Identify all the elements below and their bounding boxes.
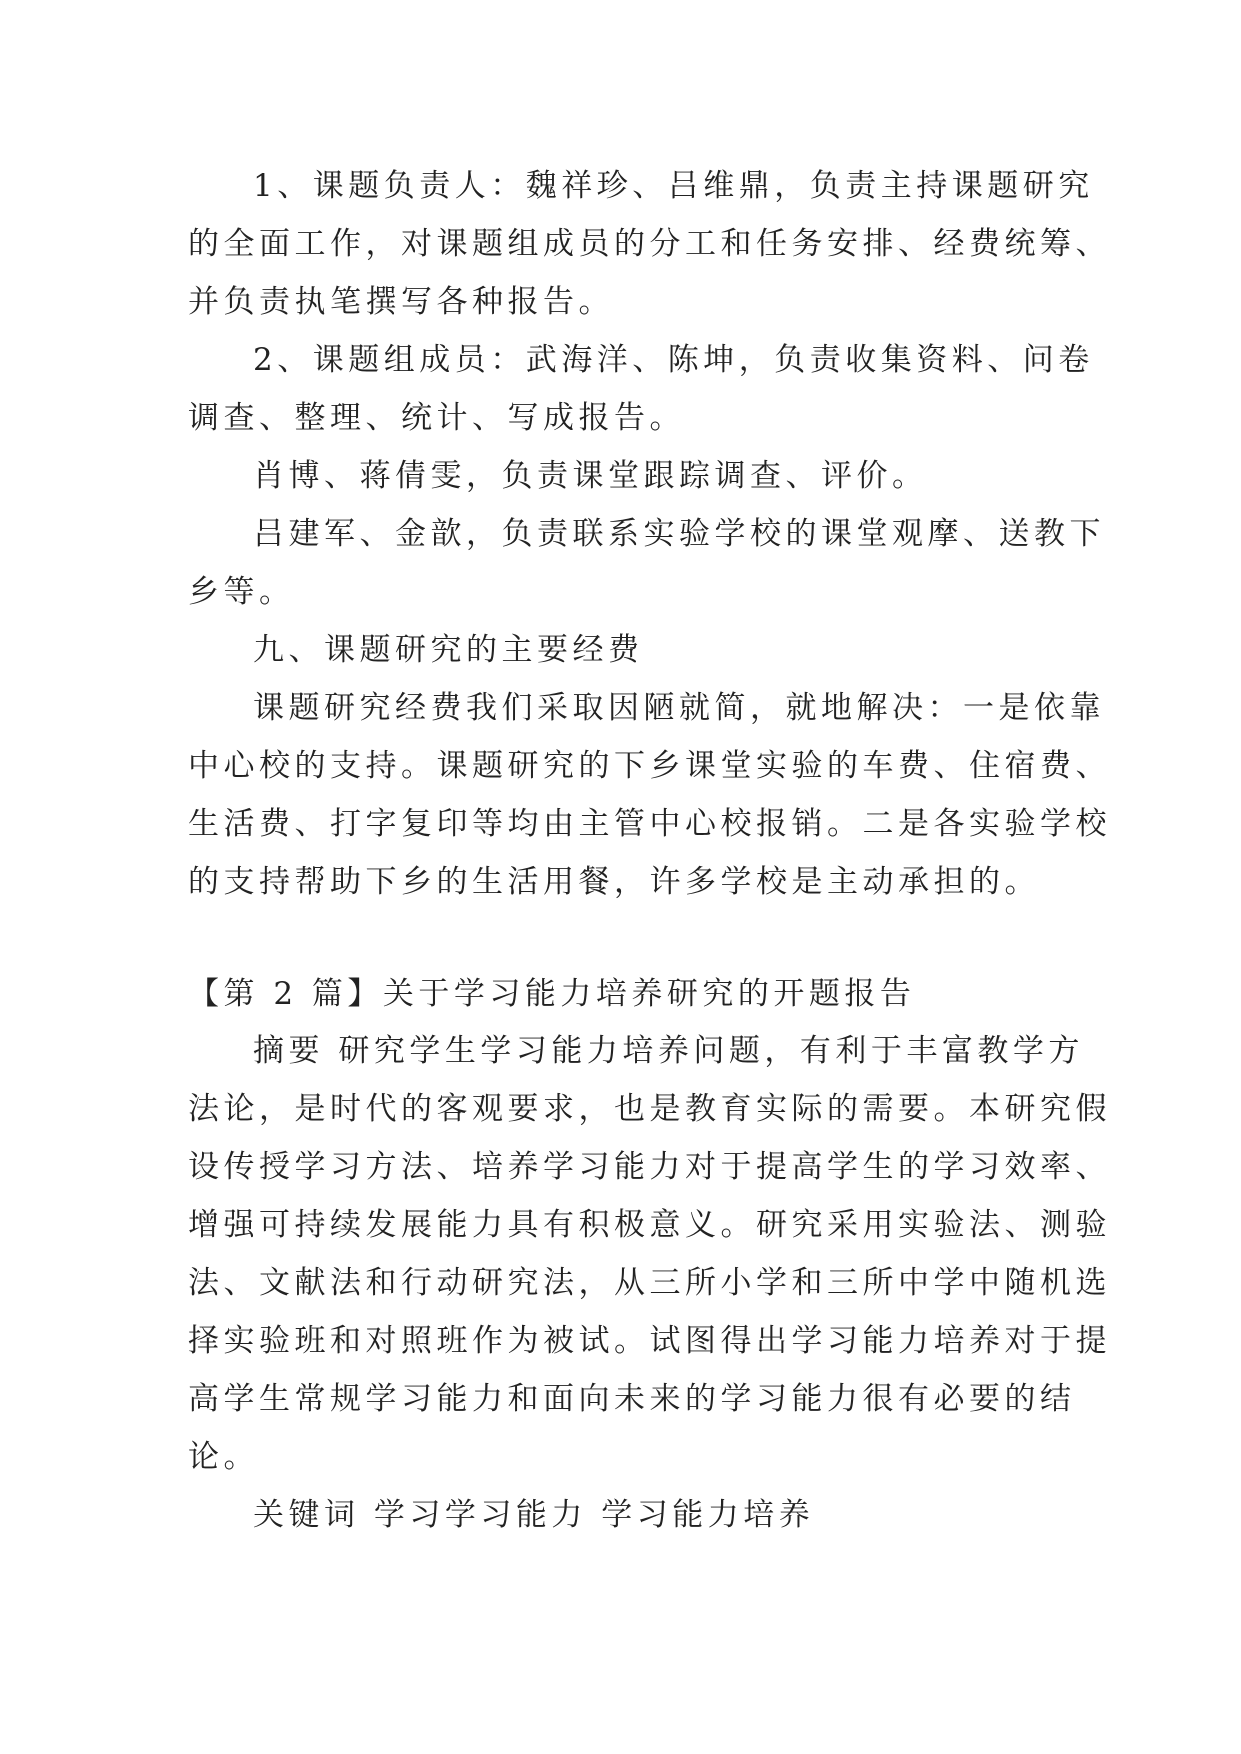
abstract-line: 择实验班和对照班作为被试。试图得出学习能力培养对于提 [188,1323,1111,1359]
abstract-line: 高学生常规学习能力和面向未来的学习能力很有必要的结 [188,1381,1076,1417]
article-title: 【第 2 篇】关于学习能力培养研究的开题报告 [188,976,916,1012]
text-line: 吕建军、金歆，负责联系实验学校的课堂观摩、送教下 [253,516,1105,552]
text-line: 的全面工作，对课题组成员的分工和任务安排、经费统筹、 [188,226,1111,262]
abstract-line: 论。 [188,1439,259,1475]
abstract-line: 法、文献法和行动研究法，从三所小学和三所中学中随机选 [188,1265,1111,1301]
section-heading: 九、课题研究的主要经费 [253,632,644,668]
text-line: 乡等。 [188,574,295,610]
text-line: 的支持帮助下乡的生活用餐，许多学校是主动承担的。 [188,864,1040,900]
text-line: 调查、整理、统计、写成报告。 [188,400,685,436]
abstract-line: 设传授学习方法、培养学习能力对于提高学生的学习效率、 [188,1149,1111,1185]
abstract-line: 法论，是时代的客观要求，也是教育实际的需要。本研究假 [188,1091,1111,1127]
text-line: 并负责执笔撰写各种报告。 [188,284,614,320]
text-line: 1、课题负责人：魏祥珍、吕维鼎，负责主持课题研究 [253,168,1094,204]
text-line: 课题研究经费我们采取因陋就简，就地解决：一是依靠 [253,690,1105,726]
text-line: 生活费、打字复印等均由主管中心校报销。二是各实验学校 [188,806,1111,842]
abstract-line: 增强可持续发展能力具有积极意义。研究采用实验法、测验 [188,1207,1111,1243]
text-line: 肖博、蒋倩雯，负责课堂跟踪调查、评价。 [253,458,928,494]
text-line: 2、课题组成员：武海洋、陈坤，负责收集资料、问卷 [253,342,1094,378]
abstract-line: 摘要 研究学生学习能力培养问题，有利于丰富教学方 [253,1033,1084,1069]
text-line: 中心校的支持。课题研究的下乡课堂实验的车费、住宿费、 [188,748,1111,784]
keywords-line: 关键词 学习学习能力 学习能力培养 [253,1497,815,1533]
